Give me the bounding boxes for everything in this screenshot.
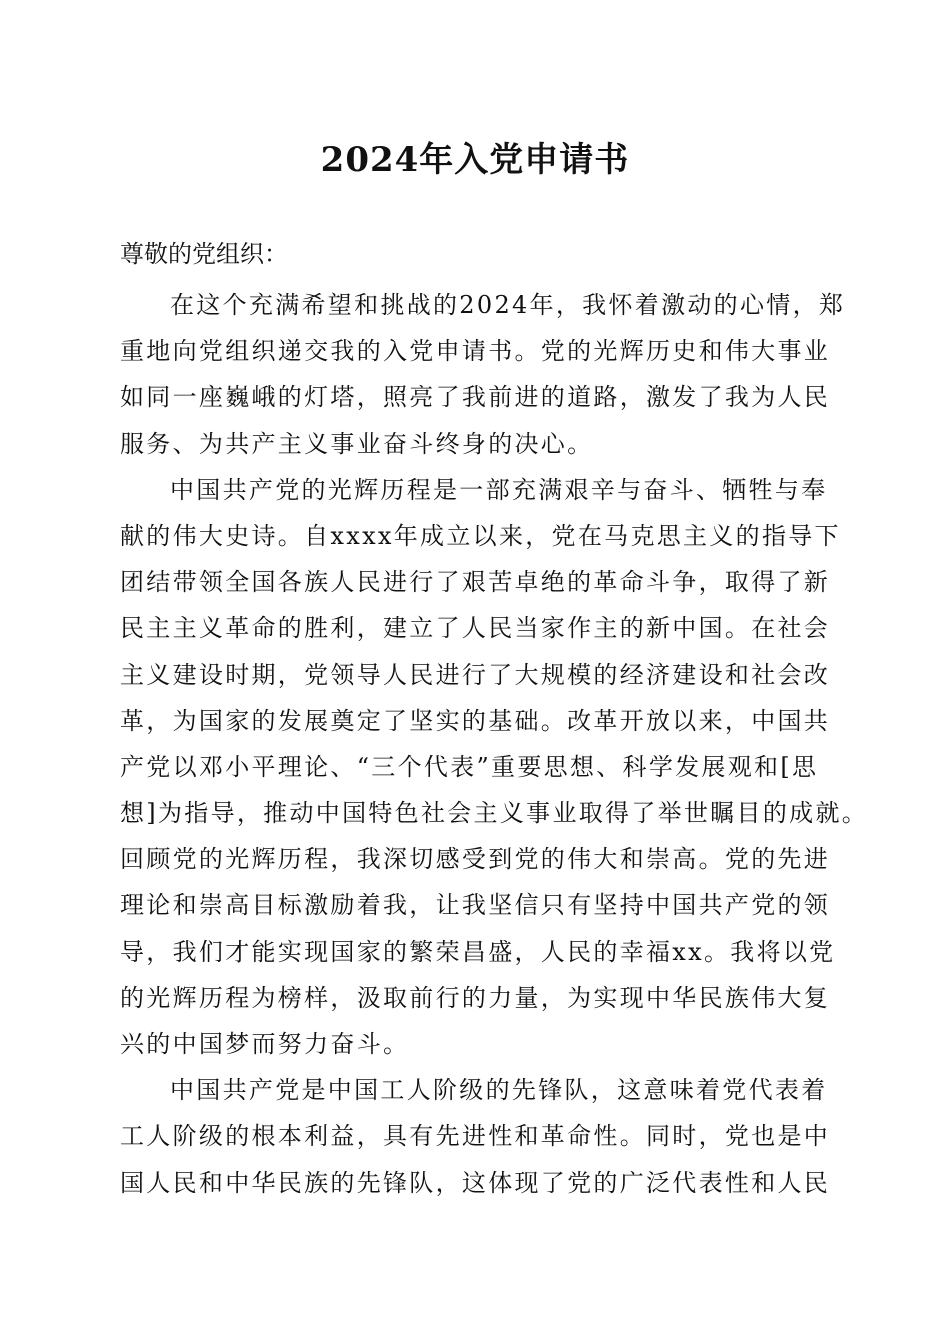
paragraph-2-line-11: 导，我们才能实现国家的繁荣昌盛，人民的幸福xx。我将以党 <box>120 937 836 966</box>
paragraph-2-line-1: 中国共产党的光辉历程是一部充满艰辛与奋斗、牺牲与奉 <box>170 475 828 504</box>
paragraph-3-line-3: 国人民和中华民族的先锋队，这体现了党的广泛代表性和人民 <box>120 1168 831 1197</box>
paragraph-2-line-10: 理论和崇高目标激励着我，让我坚信只有坚持中国共产党的领 <box>120 891 831 920</box>
paragraph-1-line-2: 重地向党组织递交我的入党申请书。党的光辉历史和伟大事业 <box>120 337 831 366</box>
paragraph-2-line-2: 献的伟大史诗。自xxxx年成立以来，党在马克思主义的指导下 <box>120 521 841 550</box>
paragraph-2-line-6: 革，为国家的发展奠定了坚实的基础。改革开放以来，中国共 <box>120 706 831 735</box>
paragraph-2-line-8: 想]为指导，推动中国特色社会主义事业取得了举世瞩目的成就。 <box>120 799 869 828</box>
paragraph-1-line-1: 在这个充满希望和挑战的2024年，我怀着激动的心情，郑 <box>170 291 846 319</box>
paragraph-1-line-3: 如同一座巍峨的灯塔，照亮了我前进的道路，激发了我为人民 <box>120 383 831 412</box>
salutation: 尊敬的党组织： <box>120 240 288 268</box>
paragraph-2-line-7: 产党以邓小平理论、“三个代表”重要思想、科学发展观和[思 <box>120 752 819 781</box>
document-title: 2024年入党申请书 <box>320 140 630 180</box>
document-body <box>120 282 869 1206</box>
paragraph-2-line-4: 民主主义革命的胜利，建立了人民当家作主的新中国。在社会 <box>120 614 831 643</box>
paragraph-2-line-12: 的光辉历程为榜样，汲取前行的力量，为实现中华民族伟大复 <box>120 983 831 1012</box>
paragraph-3-line-1: 中国共产党是中国工人阶级的先锋队，这意味着党代表着 <box>170 1076 828 1105</box>
paragraph-1-line-4: 服务、为共产主义事业奋斗终身的决心。 <box>120 429 594 458</box>
paragraph-3-line-2: 工人阶级的根本利益，具有先进性和革命性。同时，党也是中 <box>120 1122 831 1151</box>
paragraph-2-line-13: 兴的中国梦而努力奋斗。 <box>120 1030 410 1058</box>
paragraph-2-line-5: 主义建设时期，党领导人民进行了大规模的经济建设和社会改 <box>120 660 831 689</box>
paragraph-2-line-9: 回顾党的光辉历程，我深切感受到党的伟大和崇高。党的先进 <box>120 845 831 874</box>
paragraph-2-line-3: 团结带领全国各族人民进行了艰苦卓绝的革命斗争，取得了新 <box>120 568 831 597</box>
